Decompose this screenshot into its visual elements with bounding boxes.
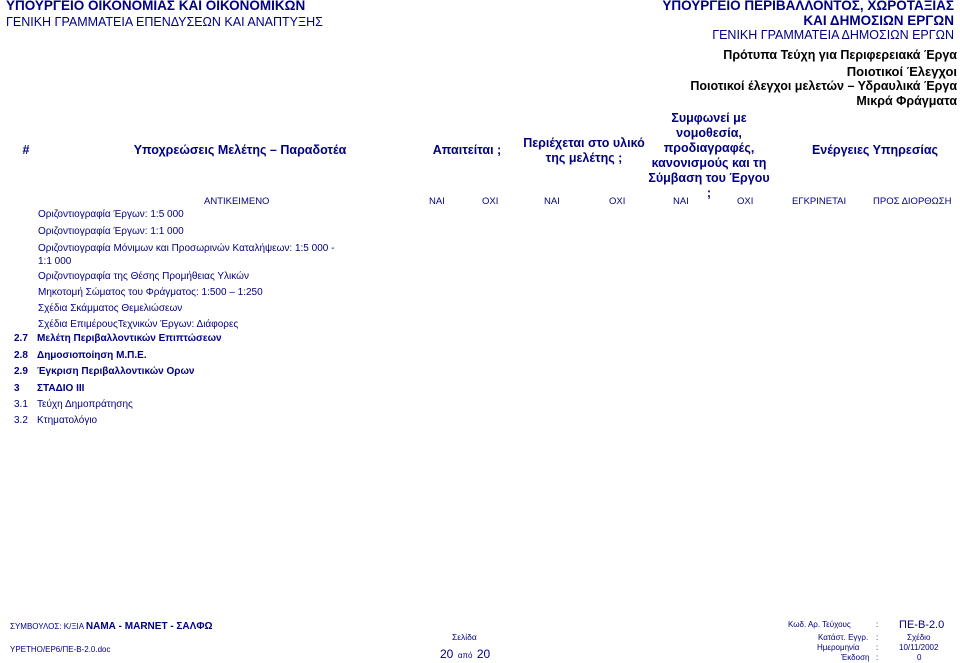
row-text: ΣΤΑΔΙΟ ΙΙΙ	[37, 383, 85, 394]
subheader-object: ΑΝΤΙΚΕΙΜΕΝΟ	[204, 196, 270, 207]
row-number: 2.7	[14, 333, 28, 344]
footer-advisor-name: ΝΑΜΑ - MARNET - ΣΑΛΦΩ	[85, 621, 213, 632]
row-number: 2.8	[14, 350, 28, 361]
row-text: Σχέδια ΕπιμέρουςΤεχνικών Έργων: Διάφορες	[38, 319, 239, 330]
header-general-secretariat-investments: ΓΕΝΙΚΗ ΓΡΑΜΜΑΤΕΙΑ ΕΠΕΝΔΥΣΕΩΝ ΚΑΙ ΑΝΑΠΤΥΞΗΣ	[6, 15, 323, 29]
row-text: Τεύχη Δημοπράτησης	[37, 399, 133, 410]
footer-code-value: ΠΕ-Β-2.0	[899, 619, 945, 631]
footer-page-current: 20	[440, 647, 454, 661]
subheader-yes-included: ΝΑΙ	[544, 196, 560, 207]
row-text: Σχέδια Σκάμματος Θεμελιώσεων	[38, 303, 183, 314]
subheader-no-included: ΟΧΙ	[609, 196, 626, 207]
subheader-for-correction: ΠΡΟΣ ΔΙΟΡΘΩΣΗ	[873, 196, 952, 207]
subheader-approved: ΕΓΚΡΙΝΕΤΑΙ	[792, 196, 847, 207]
doc-title-study-quality-controls: Ποιοτικοί έλεγχοι μελετών – Υδραυλικά Έργα	[690, 79, 957, 93]
footer-page-number	[440, 645, 490, 663]
row-text: Οριζοντιογραφία της Θέσης Προμήθειας Υλικών	[38, 271, 249, 282]
footer-status-colon: :	[876, 633, 879, 642]
doc-title-quality-controls: Ποιοτικοί Έλεγχοι	[846, 64, 957, 79]
doc-title-small-dams: Μικρά Φράγματα	[856, 94, 957, 108]
row-text: Έγκριση Περιβαλλοντικών Ορων	[37, 366, 195, 377]
row-text: Οριζοντιογραφία Μόνιμων και Προσωρινών Καταλήψεων: 1:5 000 -	[38, 243, 335, 254]
footer-edition-colon: :	[876, 653, 879, 662]
row-text: 1:1 000	[38, 256, 72, 267]
column-header-compliant: Συμφωνεί με νομοθεσία, προδιαγραφές, κανονισμούς και τη Σύμβαση του Έργου ;	[648, 111, 770, 200]
row-text: Οριζοντιογραφία Έργων: 1:1 000	[38, 226, 184, 237]
subheader-no-required: ΟΧΙ	[482, 196, 499, 207]
row-text: Κτηματολόγιο	[37, 415, 98, 426]
footer-status-label: Κατάστ. Εγγρ.	[818, 633, 869, 642]
header-general-secretariat-public-works: ΓΕΝΙΚΗ ΓΡΑΜΜΑΤΕΙΑ ΔΗΜΟΣΙΩΝ ΕΡΓΩΝ	[712, 28, 954, 42]
column-header-included: Περιέχεται στο υλικό της μελέτης ;	[523, 136, 645, 165]
row-text: Οριζοντιογραφία Έργων: 1:5 000	[38, 209, 184, 220]
row-text: Δημοσιοποίηση Μ.Π.Ε.	[37, 350, 147, 361]
header-ministry-environment-cont: ΚΑΙ ΔΗΜΟΣΙΩΝ ΕΡΓΩΝ	[803, 13, 954, 28]
footer-code-label: Κωδ. Αρ. Τεύχους	[788, 620, 851, 629]
footer-edition-label: Έκδοση	[841, 653, 870, 662]
row-number: 2.9	[14, 366, 28, 377]
subheader-yes-required: ΝΑΙ	[429, 196, 445, 207]
row-text: Μελέτη Περιβαλλοντικών Επιπτώσεων	[37, 333, 222, 344]
footer-code-colon: :	[876, 620, 879, 629]
footer-file-path: ΥΡΕΤΗΟ/ΕΡ6/ΠΕ-Β-2.0.doc	[10, 645, 111, 654]
column-header-deliverables: Υποχρεώσεις Μελέτης – Παραδοτέα	[133, 143, 347, 157]
footer-status-value: Σχέδιο	[907, 633, 931, 642]
doc-title-standard-documents: Πρότυπα Τεύχη για Περιφερειακά Έργα	[723, 48, 957, 62]
column-header-actions: Ενέργειες Υπηρεσίας	[811, 143, 939, 157]
subheader-yes-compliant: ΝΑΙ	[673, 196, 689, 207]
header-ministry-economy: ΥΠΟΥΡΓΕΙΟ ΟΙΚΟΝΟΜΙΑΣ ΚΑΙ ΟΙΚΟΝΟΜΙΚΩΝ	[6, 0, 306, 13]
column-header-hash: #	[22, 143, 30, 157]
footer-date-value: 10/11/2002	[899, 643, 939, 652]
footer-page-total: 20	[476, 647, 491, 661]
row-number: 3	[14, 383, 20, 394]
footer-date-label: Ημερομηνία	[817, 643, 860, 652]
footer-page-label: Σελίδα	[452, 632, 477, 642]
subheader-no-compliant: ΟΧΙ	[737, 196, 754, 207]
column-header-required: Απαιτείται ;	[432, 143, 502, 157]
row-number: 3.2	[14, 415, 28, 426]
footer-advisor-label: ΣΥΜΒΟΥΛΟΣ: Κ/ΞΙΑ	[10, 622, 84, 631]
row-text: Μηκοτομή Σώματος του Φράγματος: 1:500 – 1:250	[38, 287, 263, 298]
footer-date-colon: :	[876, 643, 879, 652]
footer-advisor	[10, 621, 213, 632]
footer-edition-value: 0	[917, 653, 922, 662]
row-number: 3.1	[14, 399, 28, 410]
header-ministry-environment: ΥΠΟΥΡΓΕΙΟ ΠΕΡΙΒΑΛΛΟΝΤΟΣ, ΧΩΡΟΤΑΞΙΑΣ	[662, 0, 954, 13]
footer-page-of: από	[457, 651, 473, 660]
